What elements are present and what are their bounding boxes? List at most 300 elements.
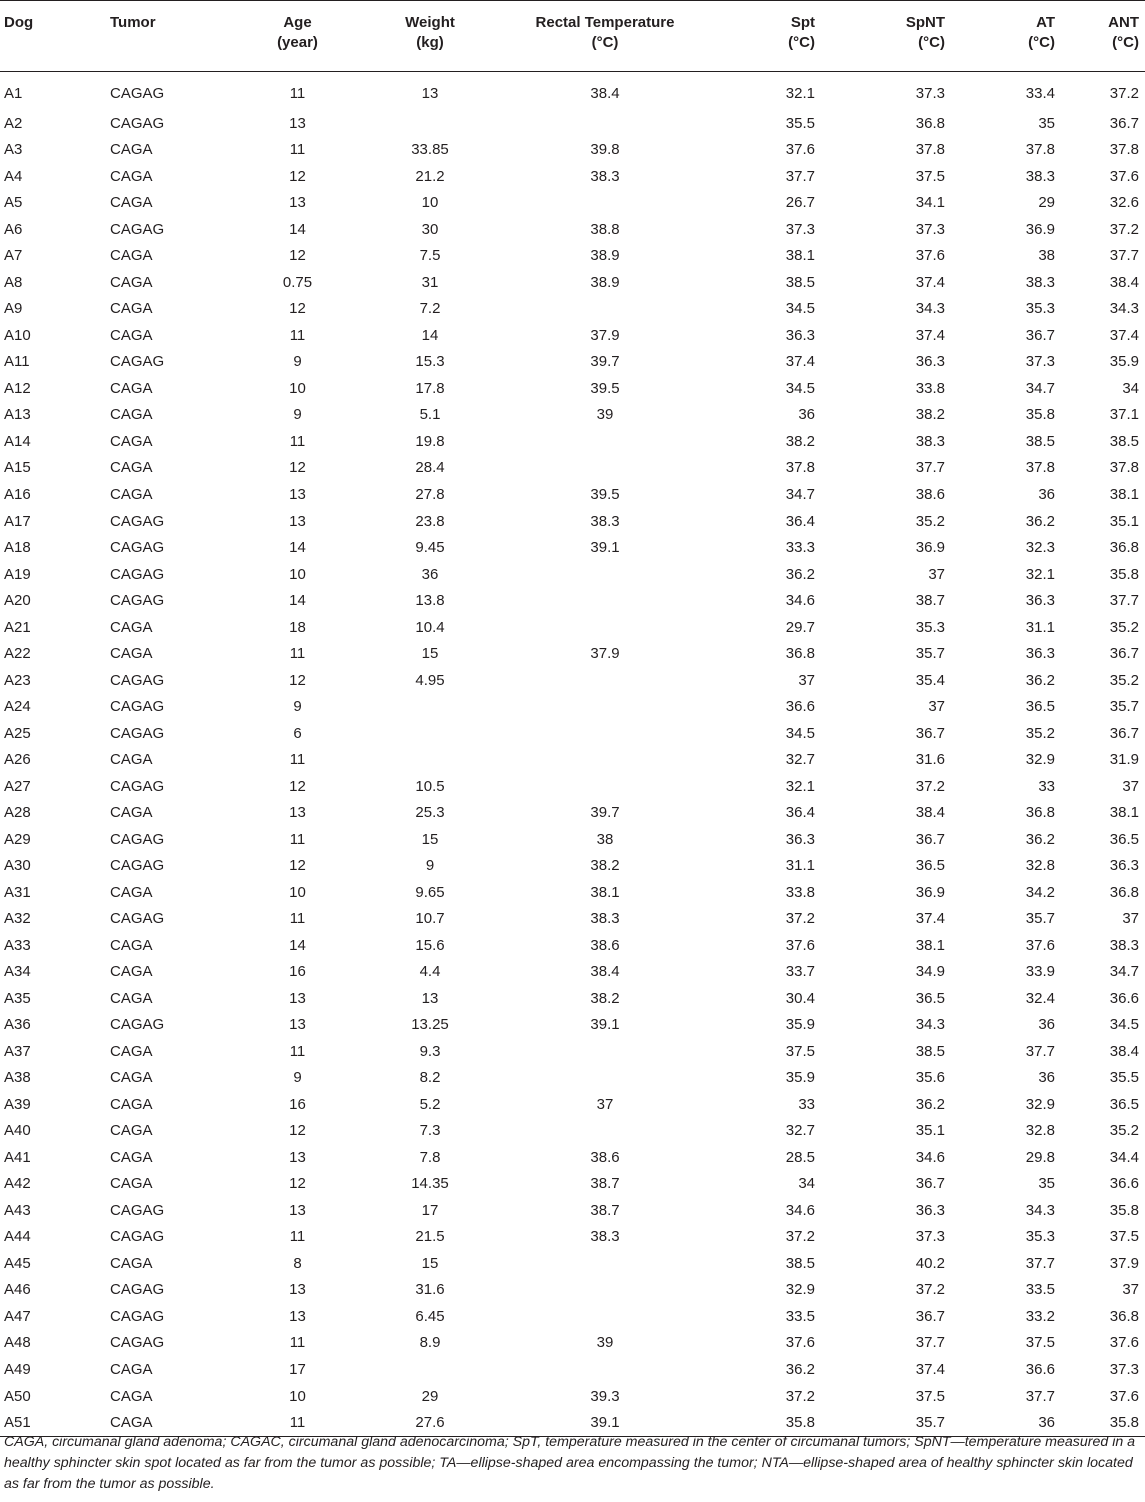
cell-spnt: 37.5: [915, 1387, 945, 1405]
table-row: [0, 508, 1145, 535]
table-header: [0, 1, 1145, 72]
cell-dog: A7: [4, 247, 23, 265]
cell-weight: 23.8: [415, 512, 445, 530]
column-header-label: ANT: [1108, 14, 1139, 31]
cell-spnt: 37.2: [915, 1281, 945, 1299]
cell-weight: [355, 694, 505, 721]
cell-rectal-temperature: 38.3: [590, 910, 620, 928]
cell-spt: 37.2: [785, 1387, 815, 1405]
cell-at: 33.4: [1025, 85, 1055, 103]
cell-age: 11: [289, 830, 306, 848]
cell-at: 36: [1038, 485, 1055, 503]
cell-at: 36.6: [1025, 1361, 1055, 1378]
cell-tumor: CAGAG: [110, 1201, 165, 1219]
cell-tumor: CAGA: [110, 1410, 240, 1437]
cell-tumor: CAGAG: [110, 539, 165, 557]
cell-spnt: 35.7: [815, 1410, 945, 1437]
cell-ant: 36.7: [1109, 114, 1139, 132]
cell-tumor: CAGAG: [110, 512, 165, 530]
cell-ant: 35.9: [1109, 353, 1139, 371]
cell-ant: 35.2: [1109, 671, 1139, 689]
cell-spnt: 35.3: [915, 618, 945, 636]
cell-dog: A13: [4, 406, 31, 424]
cell-spnt: 36.7: [915, 830, 945, 848]
cell-rectal-temperature: [505, 1118, 705, 1145]
cell-at: 33: [1038, 777, 1055, 795]
table-row: [0, 402, 1145, 429]
cell-dog: A46: [4, 1281, 31, 1299]
cell-tumor: CAGA: [110, 1254, 153, 1272]
cell-ant: 36.6: [1109, 1175, 1139, 1193]
cell-spnt: 37.7: [915, 1334, 945, 1352]
cell-rectal-temperature: [505, 588, 705, 615]
cell-spnt: 37.8: [915, 141, 945, 159]
table-row: [0, 826, 1145, 853]
cell-spt: 32.1: [785, 777, 815, 795]
cell-at: 36.2: [1025, 671, 1055, 689]
table-row: [0, 270, 1145, 297]
cell-spnt: 37.3: [915, 1228, 945, 1246]
cell-spt: 28.5: [785, 1148, 815, 1166]
cell-rectal-temperature: [505, 1357, 705, 1384]
table-row: [0, 1224, 1145, 1251]
cell-spt: 29.7: [785, 618, 815, 636]
cell-ant: 31.9: [1109, 751, 1139, 769]
cell-tumor: CAGAG: [110, 1334, 165, 1352]
cell-ant: 34.4: [1109, 1148, 1139, 1166]
cell-tumor: CAGAG: [110, 565, 165, 583]
cell-ant: 37.7: [1109, 592, 1139, 610]
table-row: [0, 959, 1145, 986]
cell-ant: 37.6: [1109, 1387, 1139, 1405]
table-row: [0, 641, 1145, 668]
cell-dog: A22: [4, 645, 31, 663]
table-row: [0, 1065, 1145, 1092]
cell-spt: 36: [798, 406, 815, 424]
cell-weight: 10.7: [415, 910, 445, 928]
cell-rectal-temperature: [505, 561, 705, 588]
cell-weight: 17: [421, 1201, 439, 1219]
cell-spt: 36.3: [785, 326, 815, 344]
cell-spnt: 34.3: [915, 300, 945, 318]
cell-dog: A44: [4, 1228, 31, 1246]
table-row: [0, 190, 1145, 217]
table-row: [0, 376, 1145, 403]
cell-age: 12: [289, 777, 306, 795]
table-row: [0, 1383, 1145, 1410]
cell-tumor: CAGA: [110, 1148, 153, 1166]
cell-tumor: CAGAG: [110, 724, 165, 742]
cell-rectal-temperature: 39.1: [590, 1016, 620, 1034]
cell-spt: 38.1: [785, 247, 815, 265]
cell-spt: 37.7: [785, 167, 815, 185]
cell-spnt: 37.4: [915, 1361, 945, 1378]
cell-dog: A27: [4, 777, 31, 795]
cell-at: 36.5: [1025, 698, 1055, 716]
cell-weight: 7.5: [419, 247, 441, 265]
column-header-unit: (°C): [591, 34, 619, 51]
cell-at: 32.3: [1025, 539, 1055, 557]
cell-dog: A38: [4, 1069, 31, 1087]
cell-age: 8: [293, 1254, 302, 1272]
cell-tumor: CAGA: [110, 883, 153, 901]
cell-at: 36.3: [1025, 645, 1055, 663]
cell-spnt: 38.6: [915, 485, 945, 503]
cell-rectal-temperature: 37.9: [590, 326, 620, 344]
cell-weight: 28.4: [415, 459, 445, 477]
table-row: [0, 906, 1145, 933]
cell-ant: 35.7: [1109, 698, 1139, 716]
column-header-at: [945, 1, 1055, 72]
cell-tumor: CAGA: [110, 194, 153, 212]
cell-age: 0.75: [282, 273, 313, 291]
cell-rectal-temperature: 38.3: [590, 512, 620, 530]
table-row: [0, 667, 1145, 694]
cell-dog: A3: [4, 141, 23, 159]
cell-at: 36.2: [1025, 512, 1055, 530]
cell-tumor: CAGAG: [110, 85, 165, 103]
cell-weight: 9.3: [419, 1042, 441, 1060]
cell-ant: 37.8: [1109, 459, 1139, 477]
cell-ant: 36.8: [1109, 1307, 1139, 1325]
cell-rectal-temperature: 38.8: [590, 220, 620, 238]
table-row: [0, 747, 1145, 774]
cell-spnt: 38.5: [915, 1042, 945, 1060]
table-row: [0, 1118, 1145, 1145]
cell-spt: 35.8: [705, 1410, 815, 1437]
cell-spt: 36.8: [785, 645, 815, 663]
cell-rectal-temperature: 38.3: [590, 1228, 620, 1246]
cell-at: 33.2: [1025, 1307, 1055, 1325]
cell-ant: 37.4: [1109, 326, 1139, 344]
cell-at: 35: [1038, 1175, 1055, 1193]
cell-at: 36: [1038, 1069, 1055, 1087]
cell-age: 11: [289, 85, 306, 103]
cell-rectal-temperature: [505, 1065, 705, 1092]
table-row: [0, 164, 1145, 191]
cell-at: 31.1: [1025, 618, 1055, 636]
table-row: [0, 720, 1145, 747]
cell-dog: A33: [4, 936, 31, 954]
cell-spt: 38.5: [785, 1254, 815, 1272]
cell-tumor: CAGAG: [110, 830, 165, 848]
cell-spnt: 36.9: [915, 539, 945, 557]
cell-ant: 37.6: [1109, 167, 1139, 185]
cell-weight: 31: [421, 273, 439, 291]
cell-tumor: CAGAG: [110, 1307, 165, 1325]
cell-weight: 8.9: [419, 1334, 441, 1352]
cell-spnt: 38.2: [915, 406, 945, 424]
cell-dog: A24: [4, 698, 31, 716]
cell-ant: 36.8: [1109, 883, 1139, 901]
cell-rectal-temperature: 38.1: [590, 883, 620, 901]
cell-spt: 37.6: [785, 141, 815, 159]
cell-age: 12: [289, 247, 306, 265]
cell-dog: A8: [4, 273, 23, 291]
cell-weight: [355, 720, 505, 747]
cell-rectal-temperature: [505, 455, 705, 482]
column-header-unit: (°C): [918, 34, 945, 51]
cell-spnt: 34.3: [915, 1016, 945, 1034]
column-header-dog: [0, 1, 110, 72]
cell-at: 35.3: [1025, 1228, 1055, 1246]
cell-rectal-temperature: 38.3: [590, 167, 620, 185]
cell-tumor: CAGAG: [110, 671, 165, 689]
cell-at: 37.7: [1025, 1387, 1055, 1405]
cell-spt: 37.6: [785, 936, 815, 954]
cell-spnt: 37.7: [915, 459, 945, 477]
cell-tumor: CAGAG: [110, 1281, 165, 1299]
table-row: [0, 853, 1145, 880]
table-row: [0, 1304, 1145, 1331]
cell-spnt: 37.4: [915, 910, 945, 928]
header-row: [0, 1, 1145, 72]
cell-ant: 37.9: [1109, 1254, 1139, 1272]
cell-ant: 37.2: [1109, 220, 1139, 238]
cell-spnt: 35.7: [915, 645, 945, 663]
cell-weight: 25.3: [415, 804, 445, 822]
cell-rectal-temperature: 38: [596, 830, 614, 848]
cell-spnt: 36.7: [915, 1307, 945, 1325]
cell-ant: 38.1: [1109, 804, 1139, 822]
cell-ant: 36.5: [1109, 1095, 1139, 1113]
cell-spt: 26.7: [785, 194, 815, 212]
cell-tumor: CAGA: [110, 273, 153, 291]
cell-rectal-temperature: 38.7: [590, 1201, 620, 1219]
cell-rectal-temperature: 38.6: [590, 936, 620, 954]
cell-age: 13: [289, 1016, 306, 1034]
cell-age: 16: [289, 963, 306, 981]
cell-spt: 33.5: [785, 1307, 815, 1325]
cell-dog: A50: [4, 1387, 31, 1405]
cell-rectal-temperature: 39.5: [590, 379, 620, 397]
table-row: [0, 1012, 1145, 1039]
cell-at: 38.3: [1025, 167, 1055, 185]
cell-dog: A48: [4, 1334, 31, 1352]
cell-dog: A23: [4, 671, 31, 689]
cell-dog: A31: [4, 883, 31, 901]
cell-spt: 37.3: [785, 220, 815, 238]
table-row: [0, 614, 1145, 641]
cell-weight: 9.45: [415, 539, 445, 557]
cell-spnt: 36.2: [915, 1095, 945, 1113]
cell-dog: A19: [4, 565, 31, 583]
cell-tumor: CAGA: [110, 1095, 153, 1113]
cell-tumor: CAGA: [110, 1069, 153, 1087]
column-header-label: SpNT: [905, 14, 945, 31]
column-header-unit: (kg): [416, 34, 444, 51]
cell-rectal-temperature: 38.9: [590, 247, 620, 265]
cell-spt: 37.2: [785, 1228, 815, 1246]
table-row: [0, 1039, 1145, 1066]
cell-age: 12: [289, 857, 306, 875]
cell-at: 34.2: [1025, 883, 1055, 901]
cell-rectal-temperature: [505, 111, 705, 138]
table-row: [0, 1145, 1145, 1172]
cell-dog: A28: [4, 804, 31, 822]
cell-rectal-temperature: [505, 667, 705, 694]
cell-dog: A40: [4, 1122, 31, 1140]
cell-weight: 9.65: [415, 883, 445, 901]
cell-weight: 8.2: [419, 1069, 441, 1087]
cell-spnt: 36.7: [915, 724, 945, 742]
cell-dog: A35: [4, 989, 31, 1007]
cell-tumor: CAGA: [110, 300, 153, 318]
cell-age: 14: [289, 539, 306, 557]
cell-spt: 34.5: [785, 300, 815, 318]
cell-at: 35.8: [1025, 406, 1055, 424]
cell-dog: A32: [4, 910, 31, 928]
cell-weight: 15: [421, 1254, 439, 1272]
cell-ant: 37: [1122, 1281, 1139, 1299]
cell-tumor: CAGA: [110, 989, 153, 1007]
table-row: [0, 588, 1145, 615]
cell-spt: 34: [798, 1175, 815, 1193]
cell-spt: 34.6: [785, 1201, 815, 1219]
cell-spnt: 37: [928, 565, 945, 583]
cell-at: 32.1: [1025, 565, 1055, 583]
cell-ant: 38.5: [1109, 432, 1139, 450]
cell-ant: 37: [1122, 910, 1139, 928]
cell-weight: 4.95: [415, 671, 445, 689]
cell-weight: 10.4: [415, 618, 445, 636]
table-row: [0, 1251, 1145, 1278]
cell-at: 35.7: [1025, 910, 1055, 928]
cell-at: 33.5: [1025, 1281, 1055, 1299]
cell-weight: 10: [421, 194, 439, 212]
cell-rectal-temperature: 39.3: [590, 1387, 620, 1405]
cell-weight: 14: [421, 326, 439, 344]
cell-tumor: CAGA: [110, 406, 153, 424]
cell-age: 10: [289, 883, 306, 901]
table-footnote: CAGA, circumanal gland adenoma; CAGAC, circumanal gland adenocarcinoma; SpT, temperature measured in the center of circumanal tumors; SpNT—temperature measured in a healthy sphincter skin spot located as far from the tumor as possible; TA—ellipse-shaped area encompassing the tumor; NTA—ellipse-shaped area of healthy sphincter skin located as far from the tumor as possible.: [4, 1434, 1136, 1492]
column-header-ant: [1055, 1, 1145, 72]
cell-age: 10: [289, 379, 306, 397]
cell-ant: 38.3: [1109, 936, 1139, 954]
cell-ant: 34.3: [1109, 300, 1139, 318]
table-row: [0, 535, 1145, 562]
cell-age: 12: [289, 167, 306, 185]
cell-age: 13: [289, 1307, 306, 1325]
cell-weight: 13.8: [415, 592, 445, 610]
cell-age: 13: [289, 1281, 306, 1299]
cell-spnt: 37.2: [915, 777, 945, 795]
cell-weight: 15: [421, 830, 439, 848]
cell-rectal-temperature: [505, 694, 705, 721]
cell-tumor: CAGA: [110, 326, 153, 344]
cell-age: 13: [289, 485, 306, 503]
cell-dog: A49: [4, 1361, 31, 1378]
cell-rectal-temperature: 38.4: [590, 85, 620, 103]
cell-weight: 27.8: [415, 485, 445, 503]
cell-age: 18: [289, 618, 306, 636]
table-row: [0, 1092, 1145, 1119]
cell-weight: 19.8: [415, 432, 445, 450]
cell-spt: 36.6: [785, 698, 815, 716]
cell-spt: 33: [798, 1095, 815, 1113]
cell-spt: 32.9: [785, 1281, 815, 1299]
cell-tumor: CAGAG: [110, 592, 165, 610]
cell-age: 9: [293, 1069, 302, 1087]
cell-age: 14: [289, 592, 306, 610]
cell-age: 13: [289, 804, 306, 822]
cell-tumor: CAGA: [110, 618, 153, 636]
cell-ant: 37.1: [1109, 406, 1139, 424]
cell-age: 14: [289, 220, 306, 238]
cell-ant: 38.4: [1109, 273, 1139, 291]
cell-spnt: 37: [928, 698, 945, 716]
cell-spt: 35.9: [785, 1016, 815, 1034]
cell-ant: 32.6: [1109, 194, 1139, 212]
cell-age: 11: [289, 432, 306, 450]
cell-dog: A14: [4, 432, 31, 450]
table-row: [0, 111, 1145, 138]
cell-age: 13: [289, 114, 306, 132]
cell-spt: 37.8: [785, 459, 815, 477]
cell-rectal-temperature: 38.4: [590, 963, 620, 981]
cell-spnt: 38.7: [915, 592, 945, 610]
cell-tumor: CAGA: [110, 485, 153, 503]
cell-ant: 34.5: [1109, 1016, 1139, 1034]
cell-spt: 36.4: [785, 804, 815, 822]
cell-tumor: CAGAG: [110, 114, 165, 132]
cell-at: 38: [1038, 247, 1055, 265]
cell-spt: 32.1: [785, 85, 815, 103]
cell-spt: 34.7: [785, 485, 815, 503]
table-row: [0, 986, 1145, 1013]
cell-age: 17: [289, 1361, 306, 1378]
cell-spt: 37.2: [785, 910, 815, 928]
cell-ant: 35.5: [1109, 1069, 1139, 1087]
cell-rectal-temperature: [505, 1304, 705, 1331]
cell-at: 33.9: [1025, 963, 1055, 981]
cell-weight: 31.6: [415, 1281, 445, 1299]
cell-at: 36: [1038, 1016, 1055, 1034]
table-row: [0, 1357, 1145, 1384]
cell-spt: 37.5: [785, 1042, 815, 1060]
cell-tumor: CAGA: [110, 645, 153, 663]
cell-spt: 31.1: [785, 857, 815, 875]
cell-rectal-temperature: 38.6: [590, 1148, 620, 1166]
cell-dog: A18: [4, 539, 31, 557]
cell-ant: 34.7: [1109, 963, 1139, 981]
cell-tumor: CAGA: [110, 936, 153, 954]
cell-rectal-temperature: [505, 614, 705, 641]
cell-dog: A39: [4, 1095, 31, 1113]
cell-age: 14: [289, 936, 306, 954]
cell-weight: 13.25: [411, 1016, 449, 1034]
cell-ant: 37.8: [1109, 141, 1139, 159]
cell-weight: [355, 747, 505, 774]
cell-weight: 30: [421, 220, 439, 238]
column-header-spt: [705, 1, 815, 72]
column-header-label: Rectal Temperature: [535, 14, 675, 31]
cell-weight: [355, 1357, 505, 1384]
cell-dog: A41: [4, 1148, 31, 1166]
cell-tumor: CAGA: [110, 167, 153, 185]
cell-spt: 33.8: [785, 883, 815, 901]
cell-age: 16: [289, 1095, 306, 1113]
cell-weight: 17.8: [415, 379, 445, 397]
cell-ant: 35.2: [1109, 1122, 1139, 1140]
cell-spnt: 36.3: [915, 353, 945, 371]
cell-tumor: CAGA: [110, 379, 153, 397]
column-header-rectal-temperature: [505, 1, 705, 72]
column-header-label: Weight: [405, 14, 455, 31]
cell-tumor: CAGA: [110, 963, 153, 981]
column-header-label: Dog: [4, 14, 34, 31]
cell-age: 11: [289, 141, 306, 159]
